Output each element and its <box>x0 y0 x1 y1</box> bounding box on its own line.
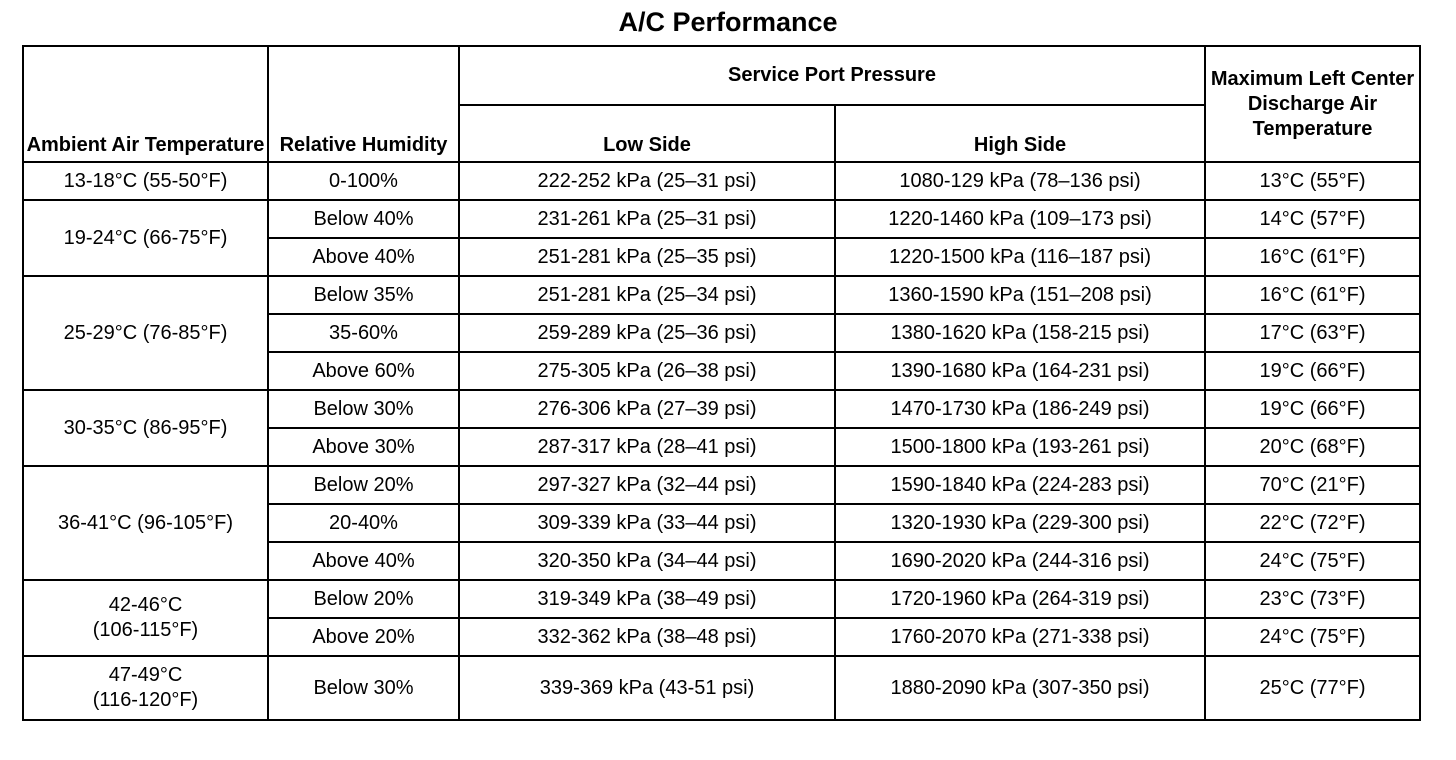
cell-low-side-pressure: 222-252 kPa (25–31 psi) <box>459 162 835 200</box>
table-row <box>23 466 1420 504</box>
cell-relative-humidity: 35-60% <box>268 314 459 352</box>
cell-max-discharge-temperature: 25°C (77°F) <box>1205 656 1420 720</box>
header-service-port-pressure: Service Port Pressure <box>459 46 1205 105</box>
table-row <box>23 162 1420 200</box>
page-title: A/C Performance <box>618 7 838 37</box>
cell-high-side-pressure: 1500-1800 kPa (193-261 psi) <box>835 428 1205 466</box>
cell-high-side-pressure: 1590-1840 kPa (224-283 psi) <box>835 466 1205 504</box>
cell-high-side-pressure: 1080-129 kPa (78–136 psi) <box>835 162 1205 200</box>
cell-max-discharge-temperature: 17°C (63°F) <box>1205 314 1420 352</box>
cell-max-discharge-temperature: 14°C (57°F) <box>1205 200 1420 238</box>
cell-high-side-pressure: 1470-1730 kPa (186-249 psi) <box>835 390 1205 428</box>
cell-max-discharge-temperature: 22°C (72°F) <box>1205 504 1420 542</box>
cell-ambient-temperature <box>23 656 268 720</box>
cell-ambient-temperature: 19-24°C (66-75°F) <box>23 200 268 276</box>
cell-high-side-pressure: 1390-1680 kPa (164-231 psi) <box>835 352 1205 390</box>
cell-high-side-pressure: 1380-1620 kPa (158-215 psi) <box>835 314 1205 352</box>
cell-relative-humidity: Below 40% <box>268 200 459 238</box>
cell-ambient-temperature: 25-29°C (76-85°F) <box>23 276 268 390</box>
cell-max-discharge-temperature: 19°C (66°F) <box>1205 390 1420 428</box>
cell-low-side-pressure: 309-339 kPa (33–44 psi) <box>459 504 835 542</box>
header-row <box>23 46 1420 105</box>
table-row <box>23 656 1420 720</box>
cell-relative-humidity: Above 40% <box>268 542 459 580</box>
table-header <box>23 46 1420 162</box>
cell-relative-humidity: Above 30% <box>268 428 459 466</box>
cell-high-side-pressure: 1220-1460 kPa (109–173 psi) <box>835 200 1205 238</box>
header-relative-humidity: Relative Humidity <box>268 46 459 162</box>
cell-high-side-pressure: 1760-2070 kPa (271-338 psi) <box>835 618 1205 656</box>
cell-max-discharge-temperature: 24°C (75°F) <box>1205 618 1420 656</box>
ambient-temperature-line: (116-120°F) <box>92 689 199 711</box>
cell-high-side-pressure: 1880-2090 kPa (307-350 psi) <box>835 656 1205 720</box>
cell-low-side-pressure: 231-261 kPa (25–31 psi) <box>459 200 835 238</box>
cell-relative-humidity: Below 30% <box>268 656 459 720</box>
cell-high-side-pressure: 1220-1500 kPa (116–187 psi) <box>835 238 1205 276</box>
cell-low-side-pressure: 259-289 kPa (25–36 psi) <box>459 314 835 352</box>
cell-ambient-temperature <box>23 580 268 656</box>
header-max-discharge-air-temperature: Maximum Left Center Discharge Air Temperature <box>1205 46 1420 162</box>
ambient-temperature-line: 47-49°C <box>108 664 183 686</box>
cell-high-side-pressure: 1720-1960 kPa (264-319 psi) <box>835 580 1205 618</box>
header-low-side: Low Side <box>459 105 835 162</box>
cell-high-side-pressure: 1690-2020 kPa (244-316 psi) <box>835 542 1205 580</box>
cell-relative-humidity: Below 20% <box>268 466 459 504</box>
cell-max-discharge-temperature: 70°C (21°F) <box>1205 466 1420 504</box>
table-body <box>23 162 1420 720</box>
cell-high-side-pressure: 1360-1590 kPa (151–208 psi) <box>835 276 1205 314</box>
cell-max-discharge-temperature: 16°C (61°F) <box>1205 238 1420 276</box>
header-high-side: High Side <box>835 105 1205 162</box>
cell-low-side-pressure: 320-350 kPa (34–44 psi) <box>459 542 835 580</box>
cell-max-discharge-temperature: 13°C (55°F) <box>1205 162 1420 200</box>
cell-relative-humidity: 20-40% <box>268 504 459 542</box>
table-row <box>23 200 1420 238</box>
cell-low-side-pressure: 339-369 kPa (43-51 psi) <box>459 656 835 720</box>
cell-low-side-pressure: 276-306 kPa (27–39 psi) <box>459 390 835 428</box>
cell-relative-humidity: 0-100% <box>268 162 459 200</box>
cell-low-side-pressure: 319-349 kPa (38–49 psi) <box>459 580 835 618</box>
table-row <box>23 276 1420 314</box>
cell-low-side-pressure: 251-281 kPa (25–35 psi) <box>459 238 835 276</box>
cell-low-side-pressure: 297-327 kPa (32–44 psi) <box>459 466 835 504</box>
table-row <box>23 390 1420 428</box>
table-row <box>23 580 1420 618</box>
cell-relative-humidity: Below 20% <box>268 580 459 618</box>
ac-performance-table <box>22 45 1421 721</box>
cell-relative-humidity: Below 30% <box>268 390 459 428</box>
cell-max-discharge-temperature: 19°C (66°F) <box>1205 352 1420 390</box>
cell-low-side-pressure: 332-362 kPa (38–48 psi) <box>459 618 835 656</box>
cell-relative-humidity: Above 60% <box>268 352 459 390</box>
cell-ambient-temperature: 30-35°C (86-95°F) <box>23 390 268 466</box>
ambient-temperature-line: 42-46°C <box>108 594 183 616</box>
ambient-temperature-line: (106-115°F) <box>92 619 199 641</box>
cell-relative-humidity: Above 20% <box>268 618 459 656</box>
cell-relative-humidity: Below 35% <box>268 276 459 314</box>
cell-low-side-pressure: 275-305 kPa (26–38 psi) <box>459 352 835 390</box>
cell-relative-humidity: Above 40% <box>268 238 459 276</box>
cell-high-side-pressure: 1320-1930 kPa (229-300 psi) <box>835 504 1205 542</box>
cell-ambient-temperature: 36-41°C (96-105°F) <box>23 466 268 580</box>
cell-low-side-pressure: 287-317 kPa (28–41 psi) <box>459 428 835 466</box>
header-ambient-air-temperature: Ambient Air Temperature <box>23 46 268 162</box>
cell-max-discharge-temperature: 20°C (68°F) <box>1205 428 1420 466</box>
cell-ambient-temperature: 13-18°C (55-50°F) <box>23 162 268 200</box>
cell-max-discharge-temperature: 23°C (73°F) <box>1205 580 1420 618</box>
cell-max-discharge-temperature: 24°C (75°F) <box>1205 542 1420 580</box>
cell-max-discharge-temperature: 16°C (61°F) <box>1205 276 1420 314</box>
cell-low-side-pressure: 251-281 kPa (25–34 psi) <box>459 276 835 314</box>
